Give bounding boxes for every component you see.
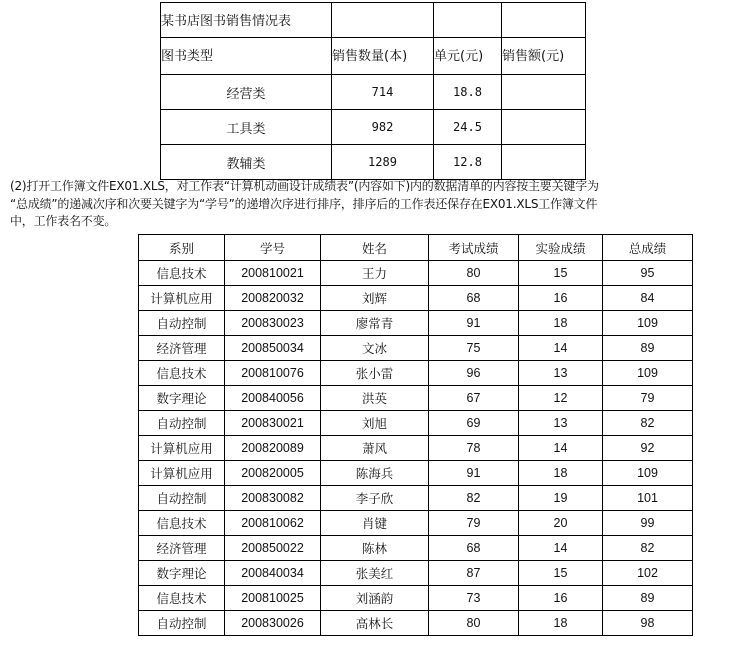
table-title: 某书店图书销售情况表 bbox=[161, 3, 332, 38]
table-cell: 69 bbox=[429, 411, 519, 436]
table-cell: 萧风 bbox=[321, 436, 429, 461]
table-cell: 18.8 bbox=[434, 75, 502, 110]
table-cell: 教辅类 bbox=[161, 145, 332, 180]
table-row bbox=[161, 145, 586, 180]
instruction-line: 中，工作表名不变。 bbox=[10, 214, 117, 228]
column-header: 系别 bbox=[139, 235, 225, 261]
column-header: 图书类型 bbox=[161, 38, 332, 75]
table-cell: 200840056 bbox=[225, 386, 321, 411]
table-cell: 101 bbox=[603, 486, 693, 511]
table-cell: 洪英 bbox=[321, 386, 429, 411]
table-cell: 数字理论 bbox=[139, 561, 225, 586]
table-cell: 13 bbox=[519, 411, 603, 436]
table-row bbox=[139, 261, 693, 286]
table-cell: 91 bbox=[429, 311, 519, 336]
table-cell: 自动控制 bbox=[139, 611, 225, 636]
table-cell bbox=[502, 145, 586, 180]
table-cell bbox=[434, 3, 502, 38]
table-cell bbox=[502, 75, 586, 110]
table-cell: 信息技术 bbox=[139, 511, 225, 536]
column-header: 总成绩 bbox=[603, 235, 693, 261]
table-row bbox=[139, 486, 693, 511]
table-cell: 12 bbox=[519, 386, 603, 411]
table-cell: 自动控制 bbox=[139, 311, 225, 336]
table-cell: 信息技术 bbox=[139, 361, 225, 386]
table-cell: 廖常青 bbox=[321, 311, 429, 336]
table-cell: 109 bbox=[603, 311, 693, 336]
table-row bbox=[139, 336, 693, 361]
table-cell: 16 bbox=[519, 286, 603, 311]
table-row bbox=[139, 461, 693, 486]
table-cell: 200830021 bbox=[225, 411, 321, 436]
table-row bbox=[139, 361, 693, 386]
table-cell: 计算机应用 bbox=[139, 436, 225, 461]
column-header: 学号 bbox=[225, 235, 321, 261]
table-cell: 68 bbox=[429, 286, 519, 311]
column-header: 单元(元) bbox=[434, 38, 502, 75]
table-header-row bbox=[161, 38, 586, 75]
table-cell: 14 bbox=[519, 536, 603, 561]
table-cell: 张美红 bbox=[321, 561, 429, 586]
table-cell: 经济管理 bbox=[139, 536, 225, 561]
table-cell: 200830026 bbox=[225, 611, 321, 636]
table-cell: 109 bbox=[603, 361, 693, 386]
table-row bbox=[139, 386, 693, 411]
table-cell: 12.8 bbox=[434, 145, 502, 180]
table-cell: 200810076 bbox=[225, 361, 321, 386]
table-cell: 200810062 bbox=[225, 511, 321, 536]
table-cell: 肖键 bbox=[321, 511, 429, 536]
table-cell: 1289 bbox=[332, 145, 434, 180]
table-cell: 75 bbox=[429, 336, 519, 361]
table-row bbox=[139, 561, 693, 586]
column-header: 姓名 bbox=[321, 235, 429, 261]
table-cell bbox=[502, 3, 586, 38]
table-cell: 刘涵韵 bbox=[321, 586, 429, 611]
table-title-row bbox=[161, 3, 586, 38]
book-sales-table bbox=[160, 2, 586, 180]
column-header: 销售数量(本) bbox=[332, 38, 434, 75]
table-row bbox=[139, 286, 693, 311]
column-header: 实验成绩 bbox=[519, 235, 603, 261]
table-cell: 工具类 bbox=[161, 110, 332, 145]
table-cell: 109 bbox=[603, 461, 693, 486]
table-cell: 200850034 bbox=[225, 336, 321, 361]
table-cell: 96 bbox=[429, 361, 519, 386]
table-cell: 计算机应用 bbox=[139, 461, 225, 486]
table-cell: 信息技术 bbox=[139, 261, 225, 286]
table-cell: 刘旭 bbox=[321, 411, 429, 436]
table-header-row bbox=[139, 235, 693, 261]
instruction-line: (2)打开工作簿文件EX01.XLS，对工作表“计算机动画设计成绩表”(内容如下)内的数据清单的内容按主要关键字为 bbox=[10, 179, 599, 193]
table-row bbox=[139, 311, 693, 336]
table-cell: 80 bbox=[429, 261, 519, 286]
table-cell: 15 bbox=[519, 561, 603, 586]
table-cell: 200820032 bbox=[225, 286, 321, 311]
table-row bbox=[139, 536, 693, 561]
table-cell bbox=[332, 3, 434, 38]
table-row bbox=[161, 110, 586, 145]
table-cell: 87 bbox=[429, 561, 519, 586]
table-cell: 13 bbox=[519, 361, 603, 386]
table-cell: 982 bbox=[332, 110, 434, 145]
table-cell: 15 bbox=[519, 261, 603, 286]
column-header: 考试成绩 bbox=[429, 235, 519, 261]
table-row bbox=[139, 411, 693, 436]
instruction-line: “总成绩”的递减次序和次要关键字为“学号”的递增次序进行排序，排序后的工作表还保存在EX01.XLS工作簿文件 bbox=[10, 196, 598, 211]
table-cell: 95 bbox=[603, 261, 693, 286]
table-cell: 67 bbox=[429, 386, 519, 411]
table-cell: 82 bbox=[429, 486, 519, 511]
table-cell: 陈林 bbox=[321, 536, 429, 561]
table-cell: 91 bbox=[429, 461, 519, 486]
table-cell: 98 bbox=[603, 611, 693, 636]
table-cell: 张小雷 bbox=[321, 361, 429, 386]
table-cell: 经济管理 bbox=[139, 336, 225, 361]
table-cell: 92 bbox=[603, 436, 693, 461]
table-cell: 自动控制 bbox=[139, 411, 225, 436]
table-cell: 68 bbox=[429, 536, 519, 561]
table-cell: 20 bbox=[519, 511, 603, 536]
table-cell: 82 bbox=[603, 536, 693, 561]
table-cell: 数字理论 bbox=[139, 386, 225, 411]
score-table bbox=[138, 234, 693, 636]
table-row bbox=[139, 511, 693, 536]
table-cell: 刘辉 bbox=[321, 286, 429, 311]
table-cell: 78 bbox=[429, 436, 519, 461]
table-row bbox=[139, 586, 693, 611]
table-cell: 102 bbox=[603, 561, 693, 586]
table-cell: 82 bbox=[603, 411, 693, 436]
table-cell: 714 bbox=[332, 75, 434, 110]
table-cell: 经营类 bbox=[161, 75, 332, 110]
table-cell: 200820089 bbox=[225, 436, 321, 461]
table-cell: 自动控制 bbox=[139, 486, 225, 511]
table-cell: 18 bbox=[519, 611, 603, 636]
table-cell: 14 bbox=[519, 336, 603, 361]
table-cell: 200830082 bbox=[225, 486, 321, 511]
table-cell: 信息技术 bbox=[139, 586, 225, 611]
table-cell: 200810021 bbox=[225, 261, 321, 286]
table-cell: 99 bbox=[603, 511, 693, 536]
table-cell: 18 bbox=[519, 311, 603, 336]
table-cell: 李子欣 bbox=[321, 486, 429, 511]
table-cell: 73 bbox=[429, 586, 519, 611]
instruction-paragraph bbox=[10, 178, 732, 231]
table-cell: 18 bbox=[519, 461, 603, 486]
table-cell: 文冰 bbox=[321, 336, 429, 361]
table-cell: 高林长 bbox=[321, 611, 429, 636]
table-cell: 14 bbox=[519, 436, 603, 461]
table-cell: 200840034 bbox=[225, 561, 321, 586]
table-cell: 19 bbox=[519, 486, 603, 511]
table-cell: 89 bbox=[603, 336, 693, 361]
table-cell bbox=[502, 110, 586, 145]
column-header: 销售额(元) bbox=[502, 38, 586, 75]
table-cell: 陈海兵 bbox=[321, 461, 429, 486]
table-cell: 200830023 bbox=[225, 311, 321, 336]
table-cell: 80 bbox=[429, 611, 519, 636]
table-cell: 计算机应用 bbox=[139, 286, 225, 311]
table-cell: 16 bbox=[519, 586, 603, 611]
table-row bbox=[161, 75, 586, 110]
table-cell: 200820005 bbox=[225, 461, 321, 486]
table-cell: 24.5 bbox=[434, 110, 502, 145]
table-row bbox=[139, 611, 693, 636]
table-cell: 79 bbox=[603, 386, 693, 411]
table-cell: 200850022 bbox=[225, 536, 321, 561]
table-cell: 79 bbox=[429, 511, 519, 536]
table-cell: 王力 bbox=[321, 261, 429, 286]
table-cell: 84 bbox=[603, 286, 693, 311]
table-cell: 89 bbox=[603, 586, 693, 611]
table-row bbox=[139, 436, 693, 461]
table-cell: 200810025 bbox=[225, 586, 321, 611]
